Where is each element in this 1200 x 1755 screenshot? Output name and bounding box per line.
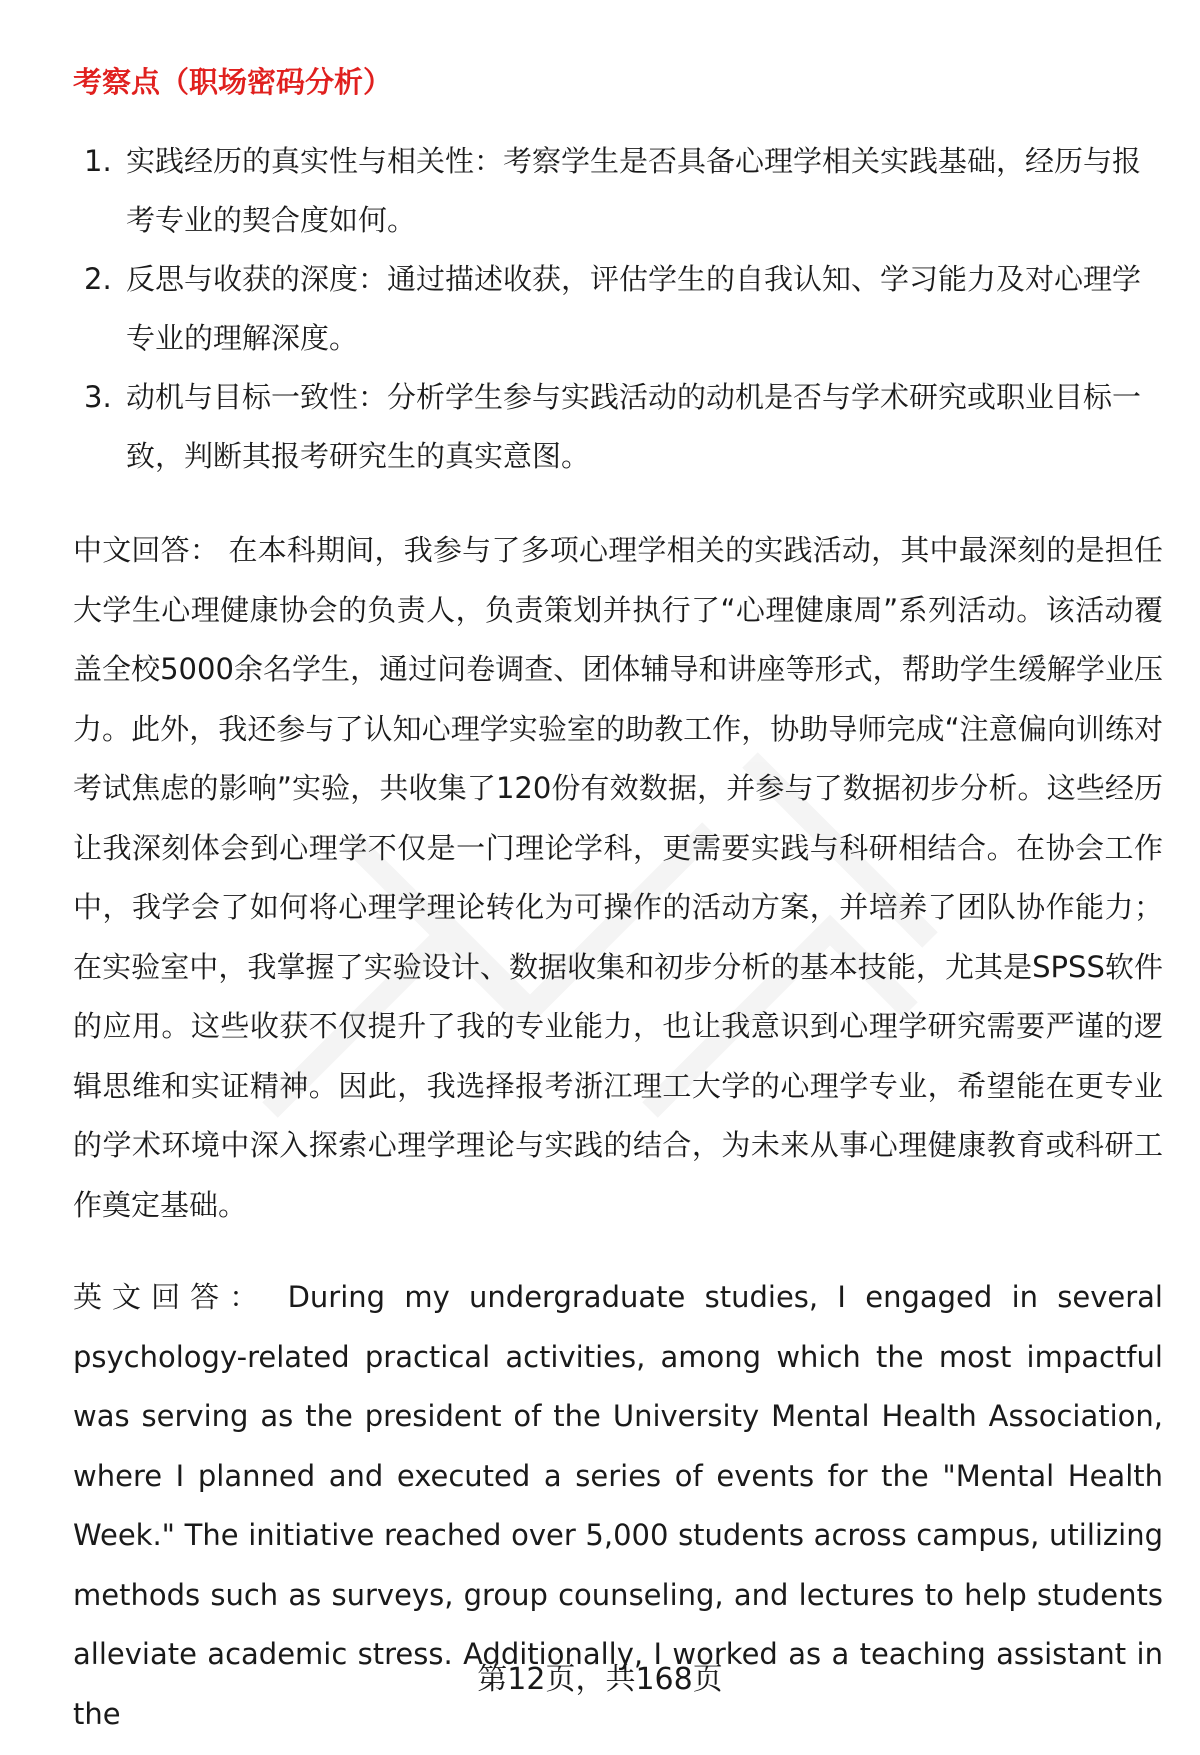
list-item (73, 368, 1146, 486)
chinese-answer-label: 中文回答： (73, 533, 220, 567)
english-answer-label: 英文回答： (73, 1280, 269, 1314)
list-item-text: 反思与收获的深度：通过描述收获，评估学生的自我认知、学习能力及对心理学专业的理解深度。 (126, 262, 1142, 355)
english-answer-text: During my undergraduate studies, I engaged in several psychology-related practical activities, among which the most impactful was serving as the president of the University Mental Health Association, where I planned and executed a series of events for the "Mental Health Week." The initiative reached over 5,000 students across campus, utilizing methods such as surveys, group counseling, and lectures to help students alleviate academic stress. Additionally, I worked as a teaching assistant in the (73, 1280, 1163, 1731)
page-number-footer: 第12页，共168页 (477, 1662, 723, 1697)
assessment-points-list (73, 132, 1153, 486)
chinese-answer-text: 在本科期间，我参与了多项心理学相关的实践活动，其中最深刻的是担任大学生心理健康协会的负责人，负责策划并执行了“心理健康周”系列活动。该活动覆盖全校5000余名学生，通过问卷调查、团体辅导和讲座等形式，帮助学生缓解学业压力。此外，我还参与了认知心理学实验室的助教工作，协助导师完成“注意偏向训练对考试焦虑的影响”实验，共收集了120份有效数据，并参与了数据初步分析。这些经历让我深刻体会到心理学不仅是一门理论学科，更需要实践与科研相结合。在协会工作中，我学会了如何将心理学理论转化为可操作的活动方案，并培养了团队协作能力；在实验室中，我掌握了实验设计、数据收集和初步分析的基本技能，尤其是SPSS软件的应用。这些收获不仅提升了我的专业能力，也让我意识到心理学研究需要严谨的逻辑思维和实证精神。因此，我选择报考浙江理工大学的心理学专业，希望能在更专业的学术环境中深入探索心理学理论与实践的结合，为未来从事心理健康教育或科研工作奠定基础。 (73, 533, 1163, 1222)
list-item-text: 实践经历的真实性与相关性：考察学生是否具备心理学相关实践基础，经历与报考专业的契合度如何。 (126, 144, 1142, 237)
list-item-number: 1. (84, 144, 112, 178)
section-title: 考察点（职场密码分析） (73, 65, 393, 99)
chinese-answer-paragraph (73, 521, 1163, 1235)
list-item (73, 132, 1146, 250)
list-item-number: 2. (84, 262, 112, 296)
list-item (73, 250, 1146, 368)
list-item-number: 3. (84, 380, 112, 414)
list-item-text: 动机与目标一致性：分析学生参与实践活动的动机是否与学术研究或职业目标一致，判断其报考研究生的真实意图。 (126, 380, 1142, 473)
